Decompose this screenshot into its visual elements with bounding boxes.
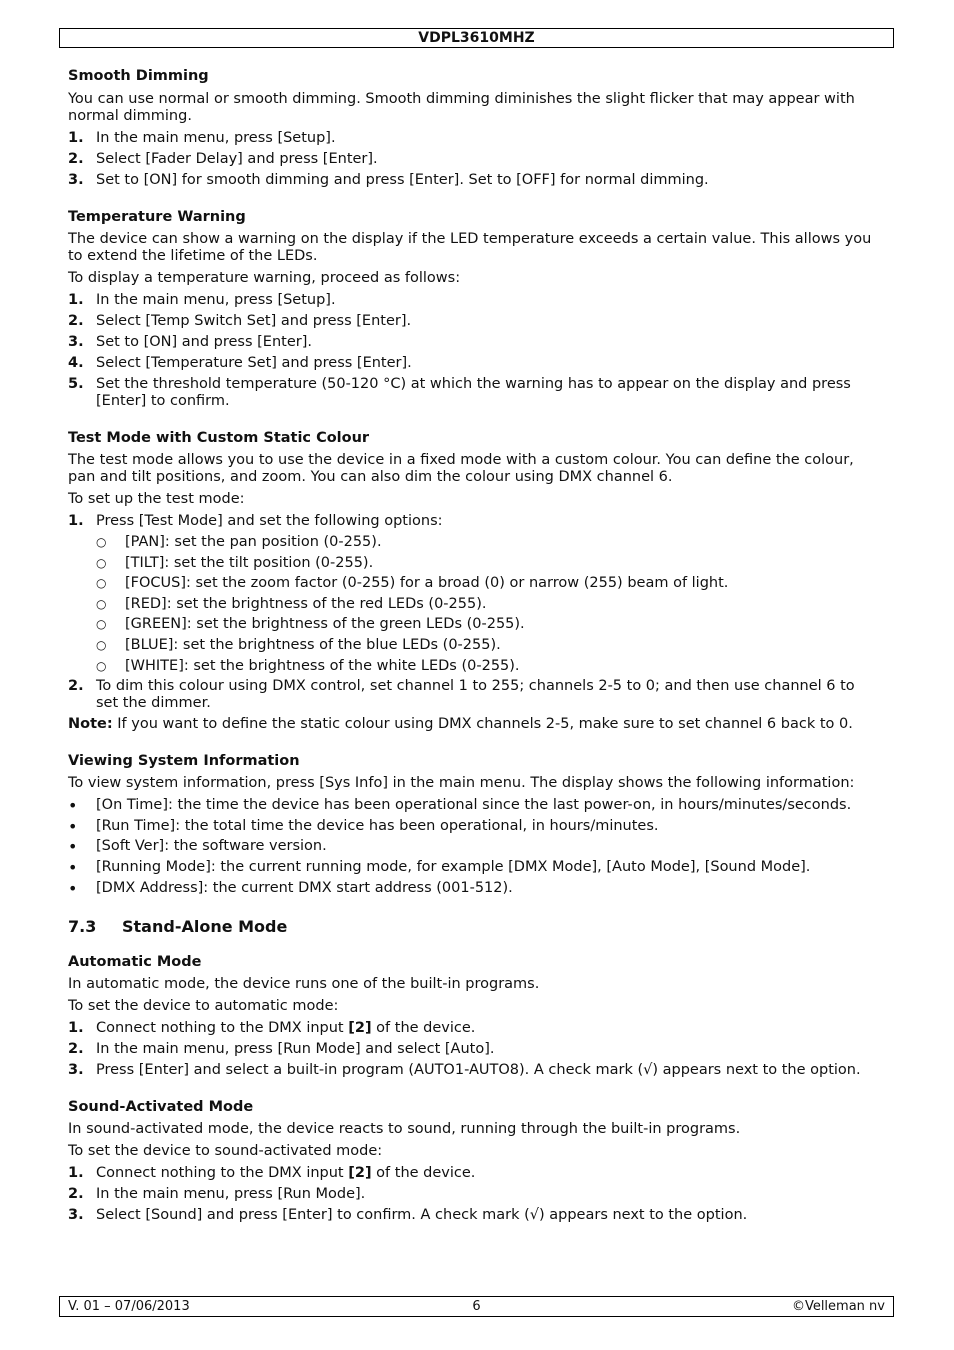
list-item: 2. Select [Temp Switch Set] and press [Enter].: [68, 313, 412, 329]
list-item: 1. Connect nothing to the DMX input [2] of the device.: [68, 1020, 476, 1037]
system-information-heading: Viewing System Information: [68, 753, 300, 770]
sub-list-item: ○ [BLUE]: set the brightness of the blue LEDs (0-255).: [96, 636, 501, 653]
list-item: 1. In the main menu, press [Setup].: [68, 130, 336, 146]
list-item: 3. Select [Sound] and press [Enter] to confirm. A check mark (√) appears next to the option.: [68, 1207, 748, 1224]
list-item: 2. Select [Fader Delay] and press [Enter].: [68, 151, 378, 167]
temperature-warning-intro2: To display a temperature warning, proceed as follows:: [68, 270, 461, 286]
test-mode-intro: The test mode allows you to use the device in a fixed mode with a custom colour. You can define the colour, pan and tilt positions, and zoom. You can also dim the colour using DMX channel 6.: [68, 452, 854, 485]
version-date: V. 01 – 07/06/2013: [68, 1299, 190, 1314]
test-mode-intro2: To set up the test mode:: [68, 491, 245, 507]
section-title: Stand-Alone Mode: [122, 917, 288, 937]
bullet-icon: •: [68, 837, 78, 857]
page-header: [59, 28, 894, 48]
circle-bullet-icon: ○: [96, 555, 107, 570]
sub-list-item: ○ [PAN]: set the pan position (0-255).: [96, 534, 382, 550]
bullet-item: • [Running Mode]: the current running mode, for example [DMX Mode], [Auto Mode], [Sound Mode].: [68, 857, 811, 877]
page-number: 6: [472, 1299, 481, 1314]
list-item: 4. Select [Temperature Set] and press [Enter].: [68, 355, 412, 371]
sound-activated-mode-intro: In sound-activated mode, the device reacts to sound, running through the built-in programs.: [68, 1121, 741, 1138]
copyright: ©Velleman nv: [791, 1299, 885, 1314]
test-mode-note: Note: If you want to define the static colour using DMX channels 2-5, make sure to set channel 6 back to 0.: [68, 716, 853, 733]
list-item: 1. Press [Test Mode] and set the following options:: [68, 513, 443, 529]
bullet-icon: •: [68, 796, 78, 816]
bullet-item: • [On Time]: the time the device has been operational since the last power-on, in hours/minutes/seconds.: [68, 796, 852, 816]
list-item: 3. Set to [ON] for smooth dimming and press [Enter]. Set to [OFF] for normal dimming.: [68, 172, 709, 188]
temperature-warning-heading: Temperature Warning: [68, 209, 246, 225]
system-information-intro: To view system information, press [Sys Info] in the main menu. The display shows the following information:: [68, 775, 855, 792]
circle-bullet-icon: ○: [96, 576, 107, 591]
bullet-icon: •: [68, 878, 78, 898]
circle-bullet-icon: ○: [96, 617, 107, 632]
automatic-mode-heading: Automatic Mode: [68, 954, 202, 971]
sound-activated-mode-heading: Sound-Activated Mode: [68, 1099, 254, 1116]
list-item: 2. To dim this colour using DMX control, set channel 1 to 255; channels 2-5 to 0; and then use channel 6 to set the dimmer.: [68, 678, 855, 712]
bullet-icon: •: [68, 857, 78, 877]
automatic-mode-intro: In automatic mode, the device runs one of the built-in programs.: [68, 976, 540, 993]
list-item: 2. In the main menu, press [Run Mode].: [68, 1186, 366, 1203]
temperature-warning-intro: The device can show a warning on the display if the LED temperature exceeds a certain value. This allows you to extend the lifetime of the LEDs.: [68, 231, 872, 264]
list-item: 3. Press [Enter] and select a built-in program (AUTO1-AUTO8). A check mark (√) appears next to the option.: [68, 1062, 861, 1079]
circle-bullet-icon: ○: [96, 658, 107, 673]
circle-bullet-icon: ○: [96, 535, 107, 549]
smooth-dimming-intro: You can use normal or smooth dimming. Smooth dimming diminishes the slight flicker that may appear with normal dimming.: [68, 91, 855, 124]
sub-list-item: ○ [GREEN]: set the brightness of the green LEDs (0-255).: [96, 616, 525, 633]
sub-list-item: ○ [TILT]: set the tilt position (0-255).: [96, 554, 374, 571]
circle-bullet-icon: ○: [96, 596, 107, 611]
bullet-item: • [Run Time]: the total time the device has been operational, in hours/minutes.: [68, 816, 659, 836]
sub-list-item: ○ [FOCUS]: set the zoom factor (0-255) for a broad (0) or narrow (255) beam of light.: [96, 575, 729, 592]
sound-activated-mode-intro2: To set the device to sound-activated mode:: [68, 1143, 383, 1160]
document-title: VDPL3610MHZ: [418, 30, 535, 46]
automatic-mode-intro2: To set the device to automatic mode:: [68, 998, 339, 1015]
list-item: 5. Set the threshold temperature (50-120 °C) at which the warning has to appear on the display and press [Enter] to confirm.: [68, 376, 851, 409]
bullet-icon: •: [68, 816, 78, 836]
bullet-item: • [DMX Address]: the current DMX start address (001-512).: [68, 878, 513, 898]
list-item: 1. Connect nothing to the DMX input [2] of the device.: [68, 1165, 476, 1182]
circle-bullet-icon: ○: [96, 637, 107, 652]
section-heading: [68, 917, 878, 937]
list-item: 1. In the main menu, press [Setup].: [68, 292, 336, 308]
test-mode-heading: Test Mode with Custom Static Colour: [68, 430, 370, 446]
list-item: 3. Set to [ON] and press [Enter].: [68, 334, 312, 350]
section-number: 7.3: [68, 917, 97, 937]
page-footer: [59, 1296, 894, 1317]
list-item: 2. In the main menu, press [Run Mode] and select [Auto].: [68, 1041, 495, 1058]
page-content: [68, 68, 878, 1228]
sub-list-item: ○ [RED]: set the brightness of the red LEDs (0-255).: [96, 595, 487, 612]
sub-list-item: ○ [WHITE]: set the brightness of the white LEDs (0-255).: [96, 657, 520, 674]
bullet-item: • [Soft Ver]: the software version.: [68, 837, 327, 857]
smooth-dimming-heading: Smooth Dimming: [68, 68, 209, 84]
